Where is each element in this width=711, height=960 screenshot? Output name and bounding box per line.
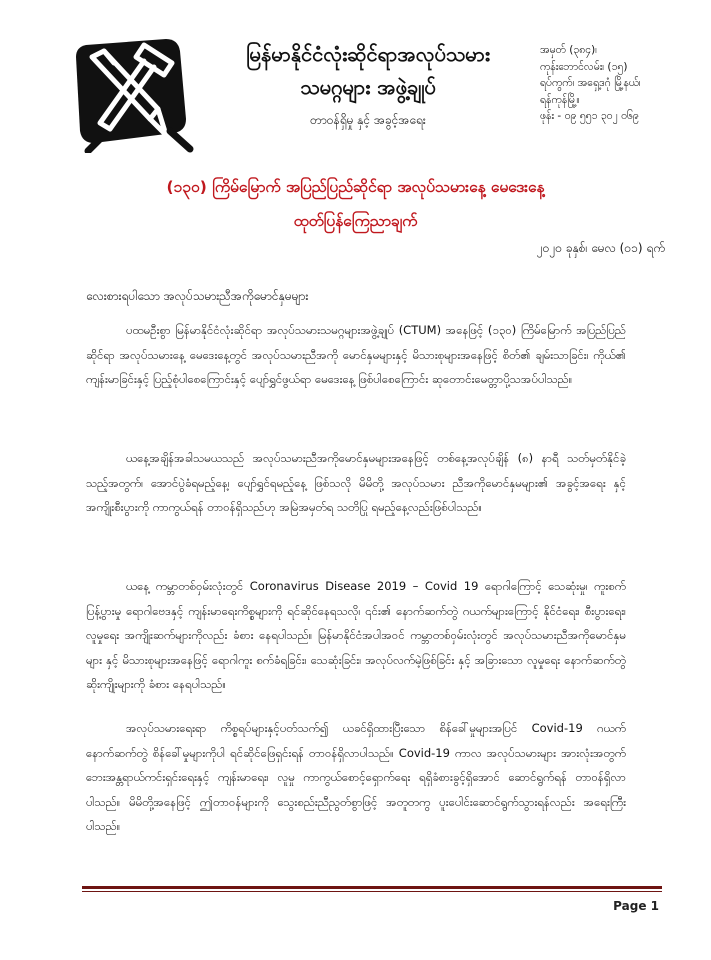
- document-title-line1: (၁၃၀) ကြိမ်မြောက် အပြည်ပြည်ဆိုင်ရာ အလုပ်သမားနေ့ မေဒေးနေ့: [166, 178, 545, 196]
- document-title-line2: ထုတ်ပြန်ကြေညာချက်: [293, 212, 418, 230]
- address-line: ကုန်းဘောင်လမ်း၊ (၁၅): [540, 60, 628, 73]
- ctum-logo-icon: [74, 35, 198, 153]
- paragraph-2: ယနေ့အချိန်အခါသမယသည် အလုပ်သမားညီအကိုမောင်နှမများအနေဖြင့် တစ်နေ့အလုပ်ချိန် (၈) နာရီ သတ်မှတ်နိုင်ခဲ့သည့်အတွက်၊ အောင်ပွဲခံရမည့်နေ့၊ ပျော်ရွှင်ရမည့်နေ့ ဖြစ်သလို မိမိတို့ အလုပ်သမား ညီအကိုမောင်နှမများ၏ အခွင့်အရေး နှင့် အကျိုးစီးပွားကို ကာကွယ်ရန် တာဝန်ရှိသည်ဟု အမြဲအမှတ်ရ သတိပြု ရမည့်နေ့လည်းဖြစ်ပါသည်။: [86, 451, 626, 514]
- address-line: ရန်ကုန်မြို့။: [540, 93, 580, 106]
- document-date: ၂၀၂၀ ခုနှစ်၊ မေလ (၀၁) ရက်: [536, 241, 665, 255]
- org-address: [540, 42, 700, 125]
- paragraph-3: ယနေ့ ကမ္ဘာတစ်ဝှမ်းလုံးတွင် Coronavirus Disease 2019 – Covid 19 ရောဂါကြောင့် သေဆုံးမှု၊ ကူးစက်ပြန့်ပွားမှု ရောဂါဗေဒနှင့် ကျန်းမာရေးကိစ္စများကို ရင်ဆိုင်နေရသလို၊ ၎င်း၏ နောက်ဆက်တွဲ ဂယက်များကြောင့် နိုင်ငံရေး၊ စီးပွားရေး၊ လူမှုရေး အကျိုးဆက်များကိုလည်း ခံစား နေရပါသည်။ မြန်မာနိုင်ငံအပါအဝင် ကမ္ဘာတစ်ဝှမ်းလုံးတွင် အလုပ်သမားညီအကိုမောင်နှမများ နှင့် မိသားစုများအနေဖြင့် ရောဂါကူး စက်ခံရခြင်း၊ သေဆုံးခြင်း၊ အလုပ်လက်မဲ့ဖြစ်ခြင်း နှင့် အခြားသော လူမှုရေး နောက်ဆက်တွဲ ဆိုးကျိုးများကို ခံစား နေရပါသည်။: [86, 579, 626, 691]
- paragraph-4: အလုပ်သမားရေးရာ ကိစ္စရပ်များနှင့်ပတ်သက်၍ ယခင်ရှိထားပြီးသော စိန်ခေါ်မှုများအပြင် Covid-19 ဂယက် နောက်ဆက်တွဲ စိန်ခေါ်မှုများကိုပါ ရင်ဆိုင်ဖြေရှင်းရန် တာဝန်ရှိလာပါသည်။ Covid-19 ကာလ အလုပ်သမားများ အားလုံးအတွက် ဘေးအန္တရာယ်ကင်းရှင်းရေးနှင့် ကျန်းမာရေး၊ လူမှု ကာကွယ်စောင့်ရှောက်ရေး ရရှိခံစားခွင့်ရှိအောင် ဆောင်ရွက်ရန် တာဝန်ရှိလာပါသည်။ မိမိတို့အနေဖြင့် ဤတာဝန်များကို သွေးစည်းညီညွတ်စွာဖြင့် အတူတကွ ပူးပေါင်းဆောင်ရွက်သွားရန်လည်း အရေးကြီး ပါသည်။: [86, 721, 626, 833]
- address-line: ဖုန်း - ၀၉ ၅၅၁ ၃၀၂ ၀၆၉: [540, 110, 639, 122]
- paragraph-1: ပထမဦးစွာ မြန်မာနိုင်ငံလုံးဆိုင်ရာ အလုပ်သမားသမဂ္ဂများအဖွဲ့ချုပ် (CTUM) အနေဖြင့် (၁၃၀) ကြိမ်မြောက် အပြည်ပြည်ဆိုင်ရာ အလုပ်သမားနေ့ မေဒေးနေ့တွင် အလုပ်သမားညီအကို မောင်နှမများနှင့် မိသားစုများအနေဖြင့် စိတ်၏ ချမ်းသာခြင်း၊ ကိုယ်၏ ကျန်းမာခြင်းနှင့် ပြည့်စုံပါစေကြောင်းနှင့် ပျော်ရွှင်ဖွယ်ရာ မေဒေးနေ့ ဖြစ်ပါစေကြောင်း ဆုတောင်းမေတ္တာပို့သအပ်ပါသည်။: [86, 323, 626, 386]
- org-name-line2: သမဂ္ဂများ အဖွဲ့ချုပ်: [300, 75, 436, 99]
- address-line: ရပ်ကွက်၊ အရှေ့ဒဂုံ မြို့နယ်၊: [540, 77, 641, 89]
- page-number: Page 1: [613, 899, 659, 913]
- org-name-block: [208, 40, 528, 130]
- footer-divider-thin: [82, 891, 662, 892]
- footer-divider: [82, 886, 662, 889]
- org-name-line1: မြန်မာနိုင်ငံလုံးဆိုင်ရာအလုပ်သမား: [246, 42, 490, 66]
- address-line: အမှတ် (၃၈၄)၊: [540, 44, 597, 56]
- document-title: [100, 170, 611, 238]
- org-tagline: တာဝန်ရှိမှု နှင့် အခွင့်အရေး: [310, 113, 426, 127]
- salutation: လေးစားရပါသော အလုပ်သမားညီအကိုမောင်နှမများ: [86, 289, 309, 303]
